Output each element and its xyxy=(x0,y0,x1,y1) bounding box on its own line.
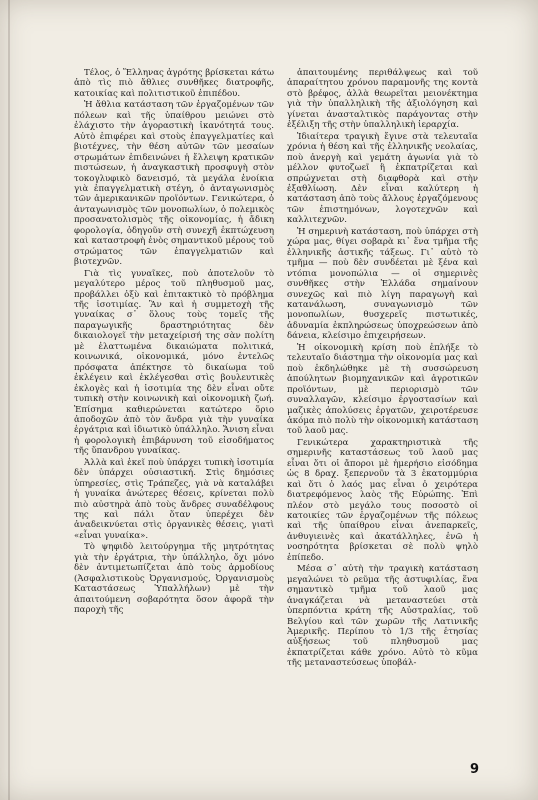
paragraph: Ἀλλὰ καὶ ἐκεῖ ποὺ ὑπάρχει τυπικὴ ἰσοτιμία δὲν ὑπάρχει οὐσιαστική. Στὶς δημόσιες ὑπηρεσίες, στὶς Τράπεζες, γιὰ νὰ καταλάβει ἡ γυναίκα ἀνώτερες θέσεις, κρίνεται πολὺ πιὸ αὐστηρὰ ἀπὸ τοὺς ἄνδρες συναδέλφους της καὶ πάλι ὅταν ὑπερέχει δὲν ἀναδεικνύεται στὶς ὀργανικὲς θέσεις, γιατὶ «εἶναι γυναίκα». xyxy=(74,457,274,541)
page-number: 9 xyxy=(470,762,480,777)
left-text-column xyxy=(74,68,274,617)
paragraph: Τὸ ψηφιδὸ λειτούργημα τῆς μητρότητας γιὰ τὴν ἐργάτρια, τὴν ὑπάλληλο, ὄχι μόνο δὲν ἀντιμετωπίζεται ἀπὸ τοὺς ἁρμοδίους (Ἀσφαλιστικοὺς Ὀργανισμούς, Ὀργανισμοὺς Καταστάσεως Ὑπαλλήλων) μὲ τὴν ἀπαιτούμενη σοβαρότητα ὅσον ἀφορᾶ τὴν παροχὴ τῆς xyxy=(74,542,274,616)
paragraph: Μέσα σ᾽ αὐτὴ τὴν τραγικὴ κατάσταση μεγαλώνει τὸ ρεῦμα τῆς ἀστυφιλίας, ἕνα σημαντικὸ τμῆμα τοῦ λαοῦ μας ἀναγκάζεται νὰ μεταναστεύει στὰ ὑπερπόντια κράτη τῆς Αὐστραλίας, τοῦ Βελγίου καὶ τῶν χωρῶν τῆς Λατινικῆς Ἀμερικῆς. Περίπου τὸ 1/3 τῆς ἐτησίας αὐξήσεως τοῦ πληθυσμοῦ μας ἐκπατρίζεται κάθε χρόνο. Αὐτὸ τὸ κῦμα τῆς μεταναστεύσεως ὑποβάλ- xyxy=(287,564,478,669)
paragraph: Γιὰ τὶς γυναῖκες, ποὺ ἀποτελοῦν τὸ μεγαλύτερο μέρος τοῦ πληθυσμοῦ μας, προβάλλει ὀξὺ καὶ ἐπιτακτικὸ τὸ πρόβλημα τῆς ἰσοτιμίας. Ἂν καὶ ἡ συμμετοχὴ τῆς γυναίκας σ᾽ ὅλους τοὺς τομεῖς τῆς παραγωγικῆς δραστηριότητας δὲν δικαιολογεῖ τὴν μεταχείρισή της σὰν πολίτη μὲ ἐλαττωμένα δικαιώματα πολιτικά, κοινωνικά, οἰκονομικά, μόνο ἐντελῶς πρόσφατα ἀπέκτησε τὸ δικαίωμα τοῦ ἐκλέγειν καὶ ἐκλέγεσθαι στὶς βουλευτικὲς ἐκλογὲς καὶ ἡ ἰσοτιμία της δὲν εἶναι οὔτε τυπικὴ στὴν κοινωνικὴ καὶ οἰκονομικὴ ζωή. Ἐπίσημα καθιερώνεται κατώτερο ὅριο ἀποδοχῶν ἀπὸ τὸν ἄνδρα γιὰ τὴν γυναίκα ἐργάτρια καὶ ἰδιωτικὸ ὑπάλληλο. Ἄνιση εἶναι ἡ φορολογικὴ ἐπιβάρυνση τοῦ εἰσοδήματος τῆς ὕπανδρου γυναίκας. xyxy=(74,268,274,457)
page-binding-crease xyxy=(8,0,10,800)
paragraph: Ἡ σημερινὴ κατάσταση, ποὺ ὑπάρχει στὴ χώρα μας, θίγει σοβαρὰ κι᾽ ἕνα τμῆμα τῆς ἑλληνικῆς ἀστικῆς τάξεως. Γι᾽ αὐτὸ τὸ τμῆμα — ποὺ δὲν συνδέεται μὲ ξένα καὶ ντόπια μονοπώλια — οἱ σημερινὲς συνθῆκες στὴν Ἑλλάδα σημαίνουν συνεχῶς καὶ πιὸ λίγη παραγωγὴ καὶ κατανάλωση, συναγωνισμὸ τῶν μονοπωλίων, θυσχερεῖς πιστωτικές, ἀδυναμία ἐκπληρώσεως ὑποχρεώσεων ἀπὸ δάνεια, κλείσιμο ἐπιχειρήσεων. xyxy=(287,226,478,342)
paragraph: Ἰδιαίτερα τραγικὴ ἔγινε στὰ τελευταῖα χρόνια ἡ θέση καὶ τῆς ἑλληνικῆς νεολαίας, ποὺ ἀνεργὴ καὶ γεμάτη ἀγωνία γιὰ τὸ μέλλον φυτοζωεῖ ἢ ἐκπατρίζεται καὶ σπρώχνεται στὴ διαφθορὰ καὶ στὴν ἐξαθλίωση. Δὲν εἶναι καλύτερη ἡ κατάσταση ἀπὸ τοὺς ἄλλους ἐργαζόμενους τῶν ἐπιστημόνων, λογοτεχνῶν καὶ καλλιτεχνῶν. xyxy=(287,131,478,226)
paragraph: Ἡ οἰκονομικὴ κρίση ποὺ ἐπλήξε τὸ τελευταῖο διάστημα τὴν οἰκονομία μας καὶ ποὺ ἐκδηλώθηκε μὲ τὴ συσσώρευση ἀπούλητων βιομηχανικῶν καὶ ἀγροτικῶν προϊόντων, μὲ περιορισμὸ τῶν συναλλαγῶν, κλείσιμο ἐργοστασίων καὶ μαζικὲς ἀπολύσεις ἐργατῶν, χειροτέρευσε ἀκόμα πιὸ πολὺ τὴν οἰκονομικὴ κατάσταση τοῦ λαοῦ μας. xyxy=(287,342,478,437)
paragraph: Ἡ ἄθλια κατάσταση τῶν ἐργαζομένων τῶν πόλεων καὶ τῆς ὑπαίθρου μειώνει στὸ ἐλάχιστο τὴν ἀγοραστικὴ ἱκανότητά τους. Αὐτὸ ἐπιφέρει καὶ στοὺς ἐπαγγελματίες καὶ βιοτέχνες, τὴν θέση αὐτῶν τῶν μεσαίων στρωμάτων ἐπιδεινώνει ἡ ἔλλειψη κρατικῶν πιστώσεων, ἡ ἀναγκαστικὴ προσφυγὴ στὸν τοκογλυφικὸ δανεισμό, τὰ μεγάλα ἐνοίκια γιὰ ἐπαγγελματικὴ στέγη, ὁ ἀνταγωνισμὸς τῶν ἀμερικανικῶν προϊόντων. Γενικώτερα, ὁ ἀνταγωνισμὸς τῶν μονοπωλίων, ὁ πολεμικὸς προσανατολισμὸς τῆς οἰκονομίας, ἡ ἄδικη φορολογία, ὁδηγοῦν στὴ συνεχῆ ἐκπτώχευση καὶ καταστροφὴ ἑνὸς σημαντικοῦ μέρους τοῦ στρώματος τῶν ἐπαγγελματιῶν καὶ βιοτεχνῶν. xyxy=(74,100,274,268)
right-text-column xyxy=(287,68,478,670)
paragraph: Τέλος, ὁ Ἕλληνας ἀγρότης βρίσκεται κάτω ἀπὸ τὶς πιὸ ἄθλιες συνθῆκες διατροφῆς, κατοικίας καὶ πολιτιστικοῦ ἐπιπέδου. xyxy=(74,68,274,99)
paragraph: Γενικώτερα χαρακτηριστικὰ τῆς σημερινῆς καταστάσεως τοῦ λαοῦ μας εἶναι ὅτι οἱ ἄποροι μὲ ἡμερήσιο εἰσόδημα ὡς 8 δραχ. ξεπερνοῦν τὰ 3 ἑκατομμύρια καὶ ὅτι ὁ λαός μας εἶναι ὁ χειρότερα διατρεφόμενος λαὸς τῆς Εὐρώπης. Ἐπὶ πλέον στὸ μεγάλο τους ποσοστὸ οἱ κατοικίες τῶν ἐργαζομένων τῆς πόλεως καὶ τῆς ὑπαίθρου εἶναι ἀνεπαρκεῖς, ἀνθυγιεινὲς καὶ ἀκατάλληλες, ἐνῶ ἡ νοσηρότητα βρίσκεται σὲ πολὺ ψηλὸ ἐπίπεδο. xyxy=(287,437,478,563)
paragraph: ἀπαιτουμένης περιθάλψεως καὶ τοῦ ἀπαραίτητου χρόνου παραμονῆς της κοντὰ στὸ βρέφος, ἀλλὰ θεωρεῖται μειονέκτημα γιὰ τὴν ὑπαλληλικὴ τῆς ἀξιολόγηση καὶ γίνεται ἀνασταλτικὸς παράγοντας στὴν ἐξέλιξη τῆς στὴν ὑπαλληλικὴ ἱεραρχία. xyxy=(287,68,478,131)
